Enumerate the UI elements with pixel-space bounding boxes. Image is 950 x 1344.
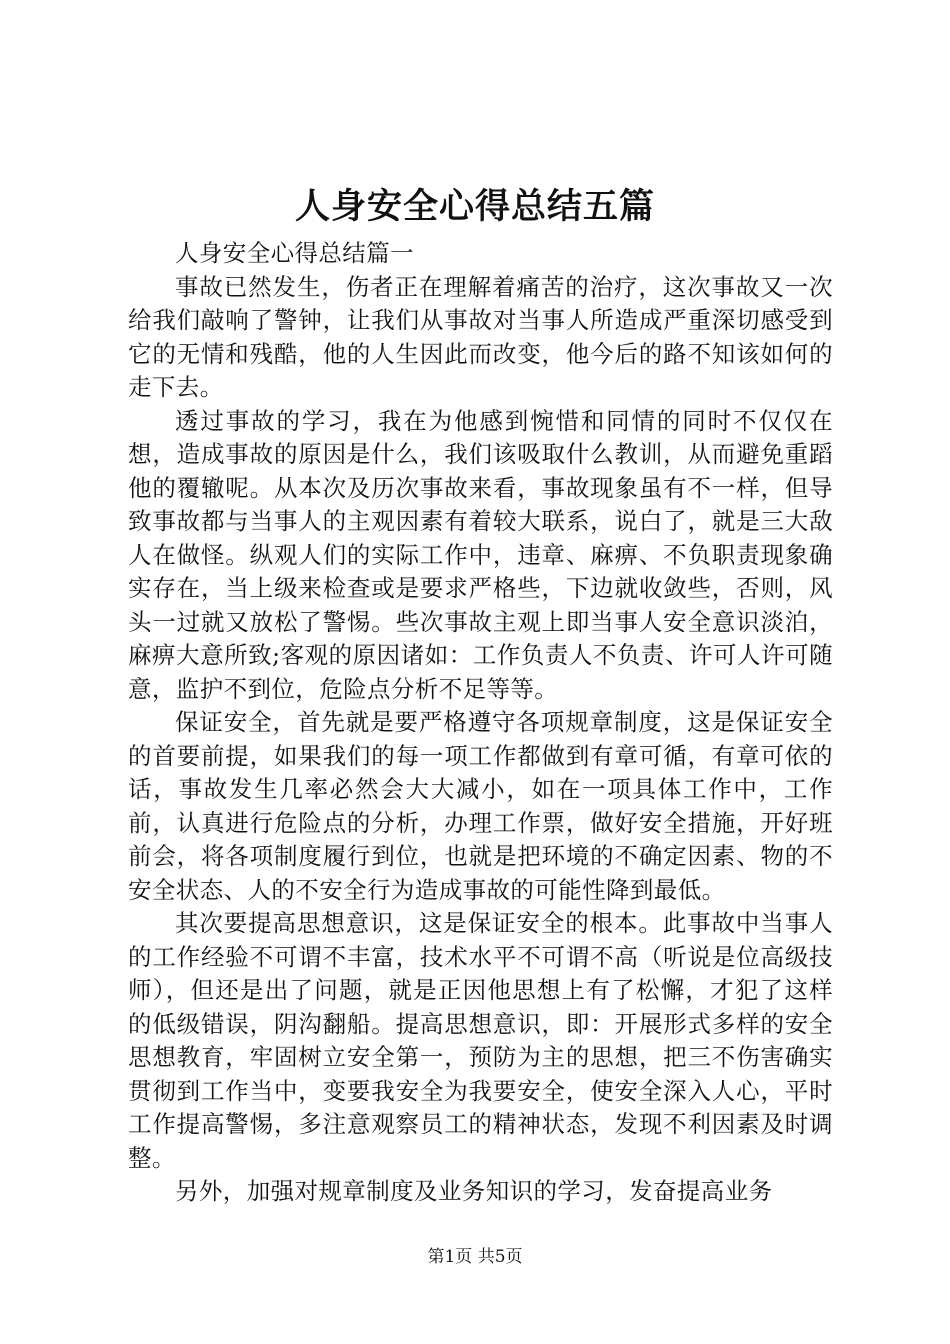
- page-footer: 第1页 共5页: [427, 1247, 523, 1267]
- paragraph: 保证安全，首先就是要严格遵守各项规章制度，这是保证安全的首要前提，如果我们的每一项工作都做到有章可循，有章可依的话，事故发生几率必然会大大减小，如在一项具体工作中，工作前，认真进行危险点的分析，办理工作票，做好安全措施，开好班前会，将各项制度履行到位，也就是把环境的不确定因素、物的不安全状态、人的不安全行为造成事故的可能性降到最低。: [128, 708, 833, 904]
- paragraph: 另外，加强对规章制度及业务知识的学习，发奋提高业务: [175, 1177, 773, 1205]
- paragraph: 事故已然发生，伤者正在理解着痛苦的治疗，这次事故又一次给我们敲响了警钟，让我们从事故对当事人所造成严重深切感受到它的无情和残酷，他的人生因此而改变，他今后的路不知该如何的走下去。: [128, 272, 833, 401]
- section-heading: 人身安全心得总结篇一: [175, 239, 414, 267]
- paragraph: 透过事故的学习，我在为他感到惋惜和同情的同时不仅仅在想，造成事故的原因是什么，我们该吸取什么教训，从而避免重蹈他的覆辙呢。从本次及历次事故来看，事故现象虽有不一样，但导致事故都与当事人的主观因素有着较大联系，说白了，就是三大敌人在做怪。纵观人们的实际工作中，违章、麻痹、不负职责现象确实存在，当上级来检查或是要求严格些，下边就收敛些，否则，风头一过就又放松了警惕。些次事故主观上即当事人安全意识淡泊，麻痹大意所致;客观的原因诸如：工作负责人不负责、许可人许可随意，监护不到位，危险点分析不足等等。: [128, 406, 833, 703]
- document-body: [128, 237, 833, 1209]
- paragraph: 其次要提高思想意识，这是保证安全的根本。此事故中当事人的工作经验不可谓不丰富，技术水平不可谓不高（听说是位高级技师），但还是出了问题，就是正因他思想上有了松懈，才犯了这样的低级错误，阴沟翻船。提高思想意识，即：开展形式多样的安全思想教育，牢固树立安全第一，预防为主的思想，把三不伤害确实贯彻到工作当中，变要我安全为我要安全，使安全深入人心，平时工作提高警惕，多注意观察员工的精神状态，发现不利因素及时调整。: [128, 909, 833, 1172]
- document-title: 人身安全心得总结五篇: [294, 186, 655, 227]
